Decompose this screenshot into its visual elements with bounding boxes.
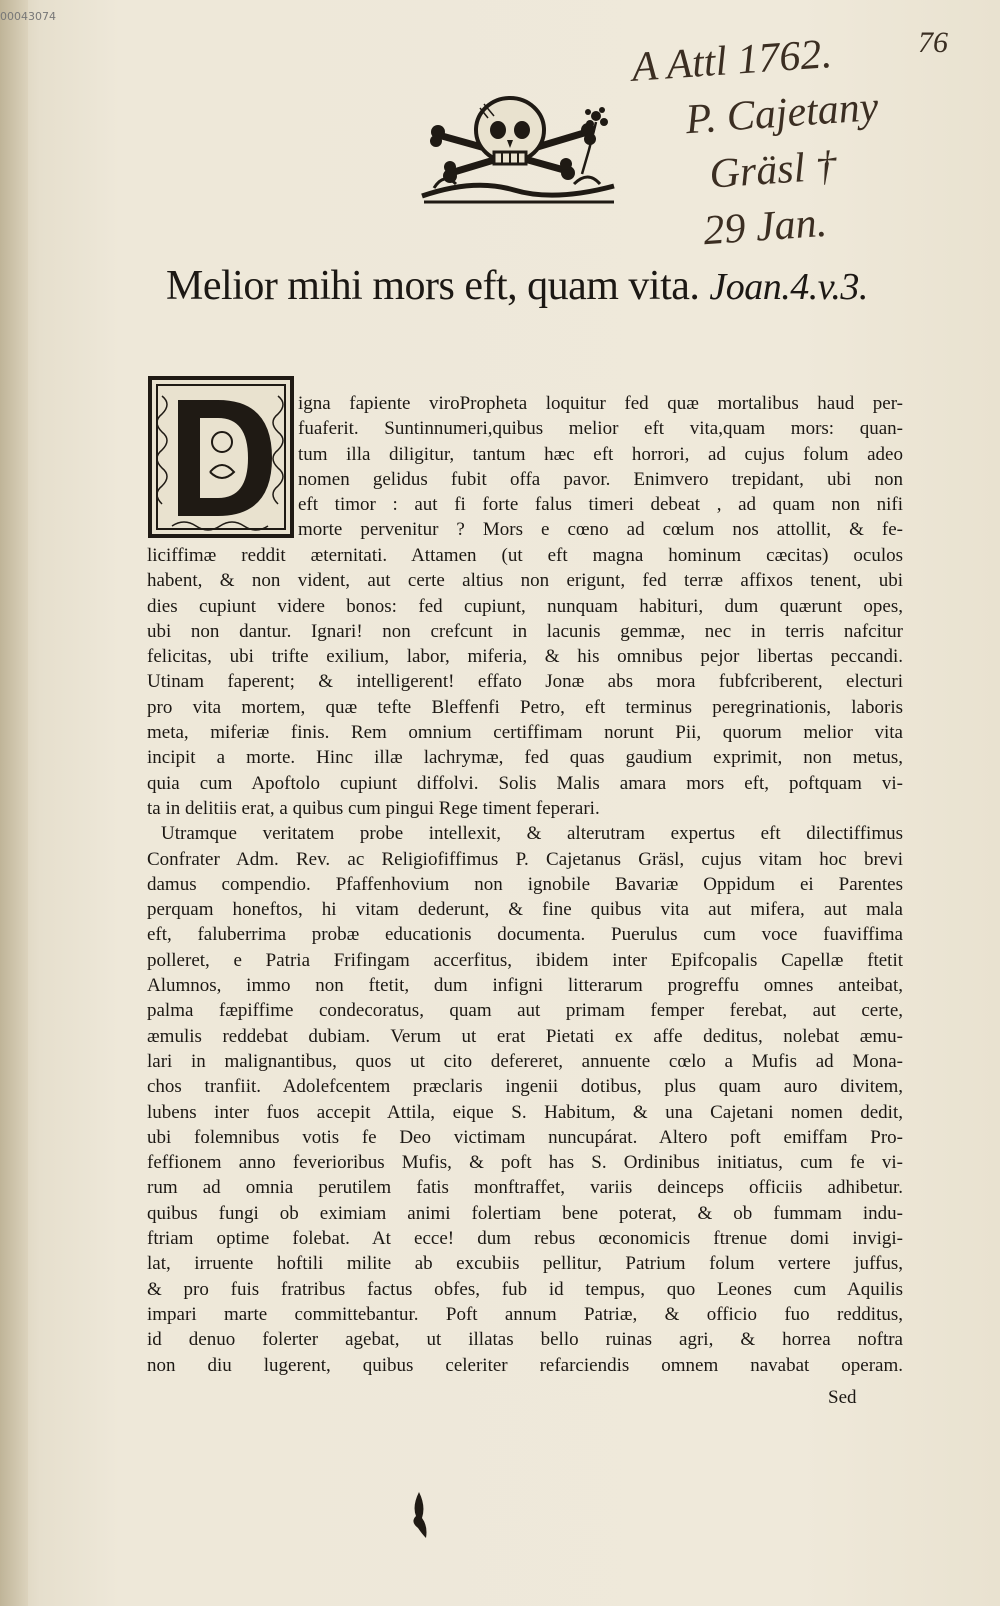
skull-bones-vignette-icon	[414, 78, 624, 213]
text-line: impari marte committebantur. Poft annum Patriæ, & officio fuo redditus,	[147, 1303, 903, 1325]
text-line: incipit a morte. Hinc illæ lachrymæ, fed quas gaudium exprimit, non metus,	[147, 747, 903, 769]
ink-mark-icon	[408, 1490, 430, 1540]
handwritten-note	[630, 20, 925, 263]
archive-id: 00043074	[0, 10, 56, 23]
text-line: feffionem anno feverioribus Mufis, & poft has S. Ordinibus initiatus, cum fe vi-	[147, 1152, 903, 1174]
text-line: polleret, e Patria Frifingam accerfitus, ibidem inter Epifcopalis Capellæ ftetit	[147, 949, 903, 971]
text-line: Utramque veritatem probe intellexit, & alterutram expertus eft dilectiffimus	[161, 823, 903, 845]
text-line: nomen gelidus fubit offa pavor. Enimvero trepidant, ubi non	[298, 468, 903, 490]
title-text: Melior mihi mors eft, quam vita.	[166, 263, 700, 309]
text-line: Confrater Adm. Rev. ac Religiofiffimus P. Cajetanus Gräsl, cujus vitam hoc brevi	[147, 848, 903, 870]
text-line: eft, faluberrima probæ educationis documenta. Puerulus cum voce fuaviffima	[147, 924, 903, 946]
text-line: chos tranfiit. Adolefcentem præclaris ingenii dotibus, plus quam auro divitem,	[147, 1076, 903, 1098]
text-line: Alumnos, immo non ftetit, dum infigni litterarum progreffu omnes anteibat,	[147, 975, 903, 997]
indented-opening-lines	[298, 391, 903, 543]
text-line: quia cum Apoftolo cupiunt diffolvi. Solis Malis amara mors eft, poftquam vi-	[147, 772, 903, 794]
folio-number: 76	[918, 26, 948, 59]
text-line: lari in malignantibus, quos ut cito defereret, annuente cœlo a Mufis ad Mona-	[147, 1050, 903, 1072]
text-line: pro vita mortem, quæ tefte Bleffenfi Petro, eft terminus peregrinationis, laboris	[147, 696, 903, 718]
decorated-initial-d-icon	[148, 376, 294, 538]
page-title	[166, 262, 896, 310]
text-line: ubi folemnibus votis fe Deo victimam nuncupárat. Altero poft emiffam Pro-	[147, 1126, 903, 1148]
text-line: dies cupiunt videre bonos: fed cupiunt, nunquam habituri, dum quærunt opes,	[147, 595, 903, 617]
text-line: damus compendio. Pfaffenhovium non ignobile Bavariæ Oppidum ei Parentes	[147, 873, 903, 895]
text-line: ftriam optime folebat. At ecce! dum rebus œconomicis ftrenue domi invigi-	[147, 1228, 903, 1250]
text-line: igna fapiente viroPropheta loquitur fed quæ mortalibus haud per-	[298, 393, 903, 414]
text-line: morte pervenitur ? Mors e cœno ad cœlum nos attollit, & fe-	[298, 519, 903, 541]
text-line: perquam honeftos, hi vitam dederunt, & fine quibus vita aut mifera, aut mala	[147, 899, 903, 921]
text-line: quibus fungi ob eximiam animi folertiam bene poterat, & ob fummam indu-	[147, 1202, 903, 1224]
handwritten-line-4: 29 Jan.	[701, 199, 829, 255]
text-line: rum ad omnia perutilem fatis monftraffet, variis deinceps officiis adhibetur.	[147, 1177, 903, 1199]
text-line: habent, & non vident, aut certe altius non erigunt, fed terræ affixos tenent, ubi	[147, 570, 903, 592]
catchword: Sed	[828, 1387, 857, 1408]
handwritten-line-2: P. Cajetany	[684, 83, 880, 144]
text-line: non diu lugerent, quibus celeriter refarciendis omnem navabat operam.	[147, 1354, 903, 1376]
text-line: palma fæpiffime condecoratus, quam aut primam femper ferebat, aut certe,	[147, 1000, 903, 1022]
body-text	[147, 543, 903, 1378]
text-line: fuaferit. Suntinnumeri,quibus melior eft vita,quam mors: quan-	[298, 418, 903, 440]
text-line: liciffimæ reddit æternitati. Attamen (ut eft magna hominum cæcitas) oculos	[147, 545, 903, 566]
text-line: lat, irruente hoftili milite ab excubiis pellitur, Patrium folum vertere juffus,	[147, 1253, 903, 1275]
text-line: eft timor : aut fi forte falus timeri debeat , ad quam non nifi	[298, 494, 903, 516]
text-line: ubi non dantur. Ignari! non crefcunt in lacunis gemmæ, nec in terris nafcitur	[147, 620, 903, 642]
text-line: Utinam faperent; & intelligerent! effato Jonæ abs mora fubfcriberent, electuri	[147, 671, 903, 693]
handwritten-line-1: A Attl 1762.	[630, 31, 834, 91]
text-line: & pro fuis fratribus factus obfes, fub id tempus, quo Leones cum Aquilis	[147, 1278, 903, 1300]
text-line: felicitas, ubi trifte exilium, labor, miferia, & his omnibus pejor libertas peccandi.	[147, 646, 903, 668]
title-reference: Joan.4.v.3.	[709, 266, 868, 308]
text-line: ta in delitiis erat, a quibus cum pingui Rege timent feperari.	[147, 797, 600, 819]
text-line: tum illa diligitur, tantum hæc eft horrori, ad cujus folum adeo	[298, 443, 903, 465]
page-spine-shadow	[0, 0, 28, 1606]
text-line: id denuo folerter agebat, ut illatas bello ruinas agri, & horrea noftra	[147, 1329, 903, 1351]
text-line: æmulis reddebat dubiam. Verum ut erat Pietati ex affe deditus, nolebat æmu-	[147, 1025, 903, 1047]
handwritten-line-3: Gräsl †	[707, 142, 839, 198]
text-line: meta, miferiæ finis. Rem omnium certiffimam norunt Pii, quorum melior vita	[147, 722, 903, 744]
text-line: lubens inter fuos accepit Attila, eique S. Habitum, & una Cajetani nomen dedit,	[147, 1101, 903, 1123]
